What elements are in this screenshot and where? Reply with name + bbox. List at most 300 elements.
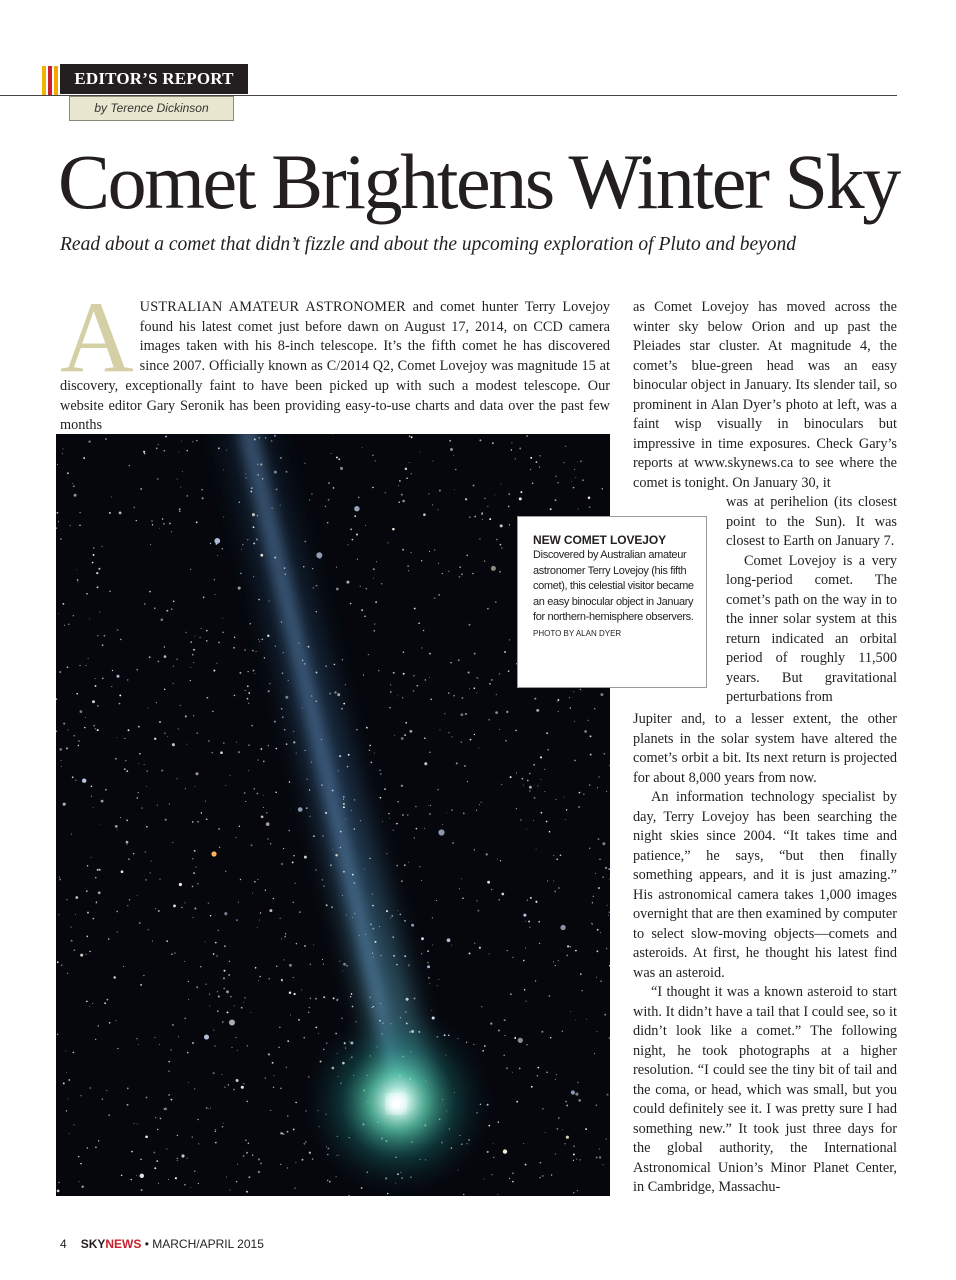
star <box>200 966 202 968</box>
star <box>242 544 243 545</box>
star <box>196 521 198 523</box>
star <box>542 1108 543 1109</box>
star <box>519 1068 521 1070</box>
star <box>138 792 139 793</box>
star <box>461 713 464 716</box>
star <box>600 693 603 696</box>
star <box>258 1158 260 1160</box>
star <box>322 959 323 960</box>
star <box>146 1097 148 1099</box>
star <box>398 910 399 911</box>
star <box>350 528 352 530</box>
star <box>190 569 191 570</box>
star <box>372 1007 373 1008</box>
star <box>373 578 374 579</box>
star <box>236 1079 239 1082</box>
star <box>465 498 467 500</box>
star <box>174 952 176 954</box>
star <box>523 785 524 786</box>
star <box>409 462 410 463</box>
star <box>313 587 314 588</box>
star <box>304 663 306 665</box>
star <box>287 1131 289 1133</box>
star <box>236 919 237 920</box>
star <box>76 693 78 695</box>
star <box>244 649 245 650</box>
body-column-top <box>633 298 897 493</box>
star <box>304 945 306 947</box>
star <box>192 821 194 823</box>
star <box>87 912 89 914</box>
star <box>127 1088 129 1090</box>
star <box>336 999 338 1001</box>
star <box>408 965 409 966</box>
star <box>401 785 403 787</box>
star <box>510 776 512 778</box>
star <box>309 500 310 501</box>
star <box>228 1084 229 1085</box>
star <box>340 847 341 848</box>
star <box>126 819 128 821</box>
star <box>131 1151 133 1153</box>
star <box>534 698 536 700</box>
star <box>270 1110 271 1111</box>
star <box>203 597 205 599</box>
star <box>258 639 259 640</box>
star <box>268 745 269 746</box>
star <box>500 544 502 546</box>
star <box>247 1045 248 1046</box>
star <box>106 1090 107 1091</box>
star <box>219 847 220 848</box>
star <box>192 654 194 656</box>
star <box>590 735 592 737</box>
star <box>280 918 281 919</box>
star <box>253 526 255 528</box>
star <box>239 501 241 503</box>
star <box>370 923 372 925</box>
star <box>145 852 146 853</box>
star <box>95 877 96 878</box>
star <box>304 541 306 543</box>
star <box>531 1086 533 1088</box>
star <box>575 950 577 952</box>
star <box>527 899 528 900</box>
star <box>97 729 99 731</box>
star <box>392 936 394 938</box>
star <box>86 890 88 892</box>
star <box>425 679 426 680</box>
star <box>213 670 215 672</box>
star <box>224 970 226 972</box>
star <box>547 881 548 882</box>
star <box>487 506 488 507</box>
star <box>328 482 330 484</box>
accent-stripe-amber <box>54 66 58 96</box>
star <box>256 539 258 541</box>
star <box>557 699 559 701</box>
section-label: EDITOR’S REPORT <box>60 64 248 94</box>
star <box>87 865 88 866</box>
star <box>267 635 269 637</box>
star <box>340 831 342 833</box>
star <box>188 981 189 982</box>
star <box>206 1107 208 1109</box>
star <box>401 494 403 496</box>
star <box>76 569 77 570</box>
star <box>257 927 258 928</box>
star <box>411 436 413 438</box>
star <box>354 506 359 511</box>
star <box>208 1108 209 1109</box>
star <box>399 480 401 482</box>
star <box>582 690 583 691</box>
star <box>191 1187 192 1188</box>
star <box>184 902 185 903</box>
star <box>279 1027 280 1028</box>
star <box>501 547 503 549</box>
star <box>365 525 366 526</box>
star <box>573 691 574 692</box>
star <box>197 883 199 885</box>
star <box>155 1117 156 1118</box>
star <box>602 842 605 845</box>
star <box>302 1159 304 1161</box>
star <box>562 1129 563 1130</box>
star <box>143 451 145 453</box>
star <box>276 966 277 967</box>
star <box>136 797 138 799</box>
star <box>281 863 283 865</box>
star <box>424 737 426 739</box>
star <box>185 788 186 789</box>
star <box>447 938 451 942</box>
star <box>372 487 373 488</box>
star <box>263 795 264 796</box>
star <box>109 1022 111 1024</box>
star <box>282 672 284 674</box>
star <box>388 813 389 814</box>
star <box>177 1135 179 1137</box>
star <box>304 463 305 464</box>
star <box>286 1067 288 1069</box>
star <box>430 805 431 806</box>
star <box>352 874 354 876</box>
star <box>394 735 395 736</box>
star <box>468 671 470 673</box>
body-paragraph: “I thought it was a known asteroid to start with. It didn’t have a tail that I could see, so it didn’t look like a comet.” The following night, he took photographs at a higher resolution. “I could see the tiny bit of tail and the coma, or head, which was small, but you could definitely see it. I was pretty sure I had something new.” It took just three days for the global authority, the International Astronomical Union’s Minor Planet Center, in Cambridge, Massachu- <box>633 984 897 1195</box>
star <box>129 465 131 467</box>
star <box>331 907 332 908</box>
star <box>607 905 608 906</box>
star <box>92 562 94 564</box>
star <box>418 622 420 624</box>
star <box>529 786 532 789</box>
lead-in: USTRALIAN AMATEUR ASTRONOMER <box>139 299 406 315</box>
star <box>66 1072 67 1073</box>
star <box>98 568 100 570</box>
star <box>551 1174 552 1175</box>
star <box>217 991 218 992</box>
star <box>375 601 377 603</box>
star <box>323 996 325 998</box>
star <box>224 1087 225 1088</box>
star <box>402 814 404 816</box>
star <box>499 729 500 730</box>
star <box>532 482 534 484</box>
star <box>196 440 198 442</box>
star <box>316 552 322 558</box>
star <box>257 515 258 516</box>
star <box>429 752 430 753</box>
star <box>504 651 506 653</box>
star <box>316 672 318 674</box>
star <box>491 1174 492 1175</box>
star <box>461 878 462 879</box>
star <box>500 524 503 527</box>
star <box>87 1147 88 1148</box>
star <box>164 655 167 658</box>
star <box>176 778 177 779</box>
star <box>245 1140 246 1141</box>
star <box>117 1048 118 1049</box>
star <box>432 504 433 505</box>
star <box>212 752 213 753</box>
star <box>109 512 111 514</box>
star <box>88 658 89 659</box>
star <box>192 858 193 859</box>
star <box>253 670 255 672</box>
star <box>372 928 374 930</box>
star <box>119 694 121 696</box>
star <box>162 518 163 519</box>
star <box>269 909 272 912</box>
star <box>536 461 538 463</box>
star <box>466 554 468 556</box>
star <box>206 640 207 641</box>
star <box>240 573 241 574</box>
star <box>121 1175 123 1177</box>
star <box>140 1159 141 1160</box>
star <box>421 953 422 954</box>
star <box>259 437 260 438</box>
star <box>380 1003 381 1004</box>
star <box>280 505 281 506</box>
star <box>421 560 422 561</box>
star <box>148 708 149 709</box>
star <box>555 499 557 501</box>
star <box>492 442 494 444</box>
star <box>146 826 148 828</box>
star <box>527 780 529 782</box>
star <box>223 988 225 990</box>
star <box>378 670 379 671</box>
star <box>60 760 61 761</box>
star <box>597 929 599 931</box>
star <box>215 594 216 595</box>
star <box>330 864 332 866</box>
star <box>458 659 460 661</box>
star <box>229 961 230 962</box>
star <box>179 508 181 510</box>
star <box>96 901 97 902</box>
star <box>434 597 436 599</box>
star <box>177 659 178 660</box>
star <box>597 787 598 788</box>
star <box>266 812 267 813</box>
star <box>373 1006 374 1007</box>
star <box>157 478 158 479</box>
star <box>234 1005 235 1006</box>
star <box>489 518 491 520</box>
star <box>218 828 220 830</box>
star <box>156 447 157 448</box>
star <box>67 1099 68 1100</box>
star <box>147 770 148 771</box>
star <box>222 1021 224 1023</box>
star <box>414 608 416 610</box>
star <box>350 603 352 605</box>
star <box>95 728 97 730</box>
star <box>512 957 514 959</box>
star <box>479 947 481 949</box>
star <box>120 817 121 818</box>
star <box>490 1022 492 1024</box>
star <box>469 624 471 626</box>
star <box>179 511 180 512</box>
star <box>578 1099 581 1102</box>
star <box>574 760 576 762</box>
star <box>173 601 175 603</box>
star <box>343 803 345 805</box>
star <box>524 989 526 991</box>
star <box>516 1101 518 1103</box>
star <box>145 1135 148 1138</box>
star <box>599 1149 600 1150</box>
star <box>164 689 165 690</box>
star <box>343 799 344 800</box>
star <box>479 804 480 805</box>
star <box>539 943 540 944</box>
star <box>136 1038 137 1039</box>
star <box>161 618 164 621</box>
star <box>573 1160 574 1161</box>
star <box>558 711 559 712</box>
star <box>71 834 72 835</box>
star <box>177 1160 178 1161</box>
star <box>160 1118 162 1120</box>
star <box>486 853 488 855</box>
star <box>193 872 195 874</box>
star <box>96 572 98 574</box>
star <box>172 743 175 746</box>
star <box>67 730 68 731</box>
star <box>115 758 116 759</box>
star <box>390 918 391 919</box>
magazine-name-sky: SKY <box>80 1237 106 1251</box>
star <box>389 818 390 819</box>
star <box>312 568 313 569</box>
star <box>213 953 215 955</box>
star <box>526 829 527 830</box>
intro-paragraph <box>60 281 610 436</box>
star <box>391 915 393 917</box>
star <box>357 559 358 560</box>
star <box>63 1082 65 1084</box>
star <box>491 889 492 890</box>
star <box>512 1172 514 1174</box>
star <box>260 554 263 557</box>
star <box>544 791 545 792</box>
star <box>386 910 388 912</box>
star <box>236 837 237 838</box>
star <box>144 764 145 765</box>
star <box>206 630 208 632</box>
star <box>218 642 220 644</box>
star <box>158 1183 159 1184</box>
star <box>141 1189 143 1191</box>
magazine-name-news: NEWS <box>105 1237 142 1251</box>
star <box>384 788 386 790</box>
star <box>115 1020 116 1021</box>
star <box>80 1095 81 1096</box>
caption-body: Discovered by Australian amateur astronomer Terry Lovejoy (his fifth comet), this celestial visitor became an easy binocular object in January for northern-hemisphere observers. <box>533 549 694 624</box>
star <box>503 1055 505 1057</box>
star <box>512 1181 514 1183</box>
star <box>254 438 256 440</box>
star <box>557 701 558 702</box>
star <box>93 807 94 808</box>
star <box>67 973 68 974</box>
star <box>66 899 67 900</box>
star <box>77 579 79 581</box>
star <box>381 955 382 956</box>
star <box>291 809 292 810</box>
star <box>78 745 79 746</box>
star <box>252 893 253 894</box>
star <box>589 784 590 785</box>
star <box>178 1036 179 1037</box>
star <box>138 726 140 728</box>
star <box>63 803 66 806</box>
star <box>269 978 270 979</box>
star <box>381 583 382 584</box>
star <box>373 568 375 570</box>
star <box>409 730 412 733</box>
star <box>484 1179 485 1180</box>
star <box>495 601 497 603</box>
star <box>448 692 449 693</box>
star <box>479 439 481 441</box>
star <box>509 524 510 525</box>
star <box>287 1167 288 1168</box>
star <box>554 891 556 893</box>
star <box>166 610 168 612</box>
star <box>537 1067 539 1069</box>
star <box>57 1190 60 1193</box>
star <box>404 734 406 736</box>
star <box>137 1123 138 1124</box>
star <box>463 1194 465 1196</box>
star <box>451 809 453 811</box>
star <box>487 1151 489 1153</box>
star <box>494 494 495 495</box>
star <box>455 469 456 470</box>
star <box>319 558 320 559</box>
star <box>313 945 314 946</box>
star <box>117 675 120 678</box>
star <box>311 762 312 763</box>
